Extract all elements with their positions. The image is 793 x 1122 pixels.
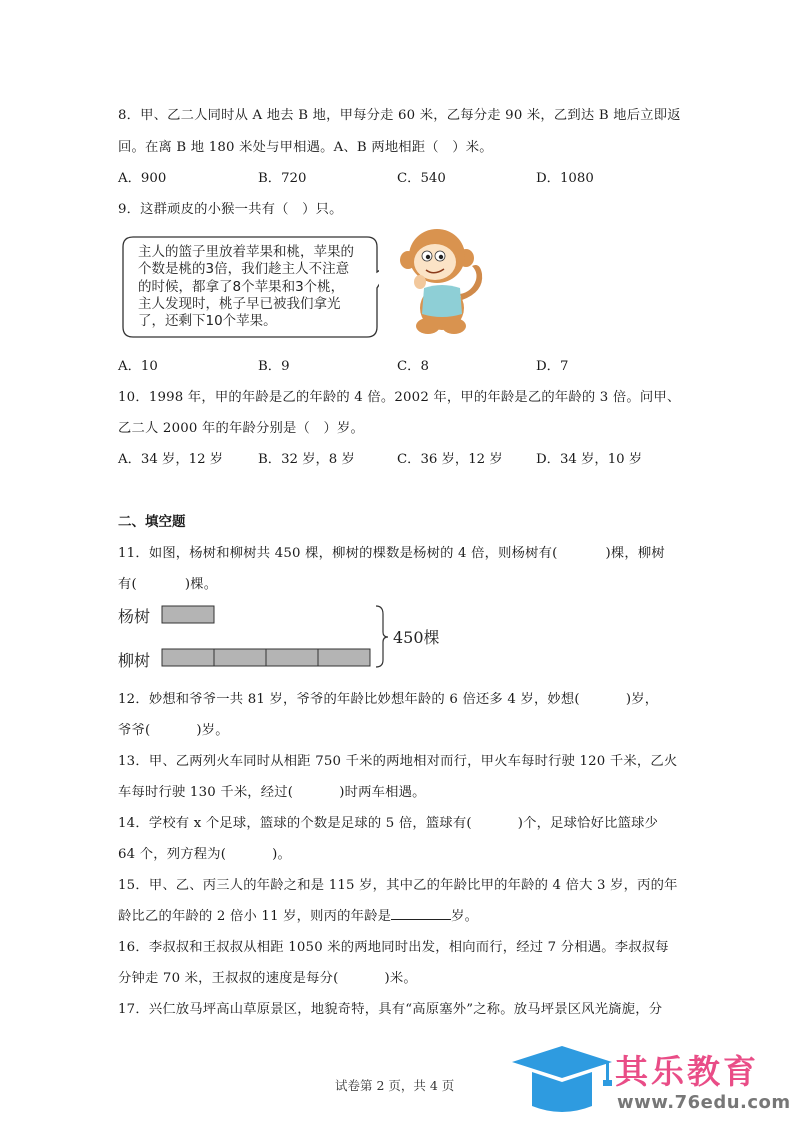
graduation-cap-icon <box>512 1046 612 1112</box>
q8-option-c: C．540 <box>397 171 446 186</box>
watermark-url: www.76edu.com <box>617 1092 791 1113</box>
poplar-bar-unit <box>162 606 214 623</box>
q9-option-b: B．9 <box>258 359 290 374</box>
bubble-line: 了，还剩下10个苹果。 <box>138 313 277 330</box>
q11-line-2 <box>118 573 217 592</box>
willow-bar-unit <box>318 649 370 666</box>
q11-text-a: 11．如图，杨树和柳树共 450 棵，柳树的棵数是杨树的 4 倍，则杨树有( <box>118 546 558 561</box>
q12-text-c: 爷爷( <box>118 723 151 738</box>
q14-text-a: 14．学校有 x 个足球，篮球的个数是足球的 5 倍，篮球有( <box>118 816 472 831</box>
monkey-illustration <box>392 222 492 338</box>
monkey-leg <box>416 318 440 334</box>
brace <box>376 606 388 667</box>
label-willow: 柳树 <box>118 651 151 670</box>
q13-text-a: 车每时行驶 130 千米，经过( <box>118 785 294 800</box>
q15-text-b: 岁。 <box>451 909 479 924</box>
willow-bar-unit <box>214 649 266 666</box>
q12-line-2 <box>118 719 229 738</box>
page-number-footer: 试卷第 2 页，共 4 页 <box>335 1078 455 1093</box>
q14-line-1 <box>118 812 658 831</box>
q12-text-a: 12．妙想和爷爷一共 81 岁，爷爷的年龄比妙想年龄的 6 倍还多 4 岁，妙想( <box>118 692 580 707</box>
section-title-fill-in: 二、填空题 <box>118 514 186 530</box>
watermark-title: 其乐教育 <box>615 1052 759 1091</box>
q10-line-1: 10．1998 年，甲的年龄是乙的年龄的 4 倍。2002 年，甲的年龄是乙的年龄的 3 倍。问甲、 <box>118 390 681 405</box>
total-label: 450棵 <box>393 628 440 647</box>
answer-underline-blank[interactable] <box>391 907 451 920</box>
q13-text-b: )时两车相遇。 <box>339 785 426 800</box>
q16-text-b: )米。 <box>384 971 417 986</box>
q12-text-d: )岁。 <box>196 723 229 738</box>
q8-line-2: 回。在离 B 地 180 米处与甲相遇。A、B 两地相距（ ）米。 <box>118 140 493 155</box>
q9-line-1: 9．这群顽皮的小猴一共有（ ）只。 <box>118 202 343 217</box>
monkey-face <box>414 244 456 280</box>
q14-text-c: 64 个，列方程为( <box>118 847 227 862</box>
q10-option-a: A．34 岁，12 岁 <box>118 452 224 467</box>
q17-line-1: 17．兴仁放马坪高山草原景区，地貌奇特，具有“高原塞外”之称。放马坪景区风光旖旎，分 <box>118 1002 663 1017</box>
q9-option-a: A．10 <box>118 359 158 374</box>
q11-line-1 <box>118 542 665 561</box>
q16-text-a: 分钟走 70 米，王叔叔的速度是每分( <box>118 971 339 986</box>
q9-option-c: C．8 <box>397 359 429 374</box>
q12-line-1 <box>118 688 658 707</box>
q10-option-b: B．32 岁，8 岁 <box>258 452 355 467</box>
q16-line-1: 16．李叔叔和王叔叔从相距 1050 米的两地同时出发，相向而行，经过 7 分相遇。李叔叔每 <box>118 940 669 955</box>
bubble-line: 主人的篮子里放着苹果和桃，苹果的 <box>138 244 354 260</box>
q8-line-1: 8．甲、乙二人同时从 A 地去 B 地，甲每分走 60 米，乙每分走 90 米，乙到达 B 地后立即返 <box>118 108 681 123</box>
q12-text-b: )岁， <box>625 692 659 707</box>
bubble-line: 的时候，都拿了8个苹果和3个桃， <box>138 278 345 295</box>
q15-line-1: 15．甲、乙、丙三人的年龄之和是 115 岁，其中乙的年龄比甲的年龄的 4 倍大 3 岁，丙的年 <box>118 878 678 893</box>
q15-text-a: 龄比乙的年龄的 2 倍小 11 岁，则丙的年龄是 <box>118 909 392 924</box>
speech-bubble-text <box>138 244 378 330</box>
monkey-hand <box>414 275 426 289</box>
willow-bar-unit <box>162 649 214 666</box>
q11-text-c: 有( <box>118 577 137 592</box>
q10-line-2: 乙二人 2000 年的年龄分别是（ ）岁。 <box>118 421 364 436</box>
q16-line-2 <box>118 967 417 986</box>
q14-text-d: )。 <box>272 847 292 862</box>
q8-option-b: B．720 <box>258 171 307 186</box>
q14-text-b: )个，足球恰好比篮球少 <box>517 816 659 831</box>
q11-text-b: )棵，柳树 <box>605 546 665 561</box>
bar-diagram <box>118 600 468 675</box>
q13-line-2 <box>118 781 426 800</box>
q11-text-d: )棵。 <box>184 577 218 592</box>
q8-option-a: A．900 <box>118 171 167 186</box>
q13-line-1: 13．甲、乙两列火车同时从相距 750 千米的两地相对而行，甲火车每时行驶 120 千米，乙火 <box>118 754 678 769</box>
willow-bar-unit <box>266 649 318 666</box>
bubble-line: 个数是桃的3倍，我们趁主人不注意 <box>138 261 350 278</box>
q8-option-d: D．1080 <box>536 171 594 186</box>
label-poplar: 杨树 <box>118 607 151 626</box>
monkey-leg <box>442 318 466 334</box>
q14-line-2 <box>118 843 291 862</box>
q10-option-d: D．34 岁，10 岁 <box>536 452 643 467</box>
monkey-tail <box>460 265 482 300</box>
monkey-shirt <box>422 285 462 317</box>
bubble-line: 主人发现时，桃子早已被我们拿光 <box>138 295 341 312</box>
q9-option-d: D．7 <box>536 359 569 374</box>
q10-option-c: C．36 岁，12 岁 <box>397 452 503 467</box>
q15-line-2 <box>118 905 478 924</box>
